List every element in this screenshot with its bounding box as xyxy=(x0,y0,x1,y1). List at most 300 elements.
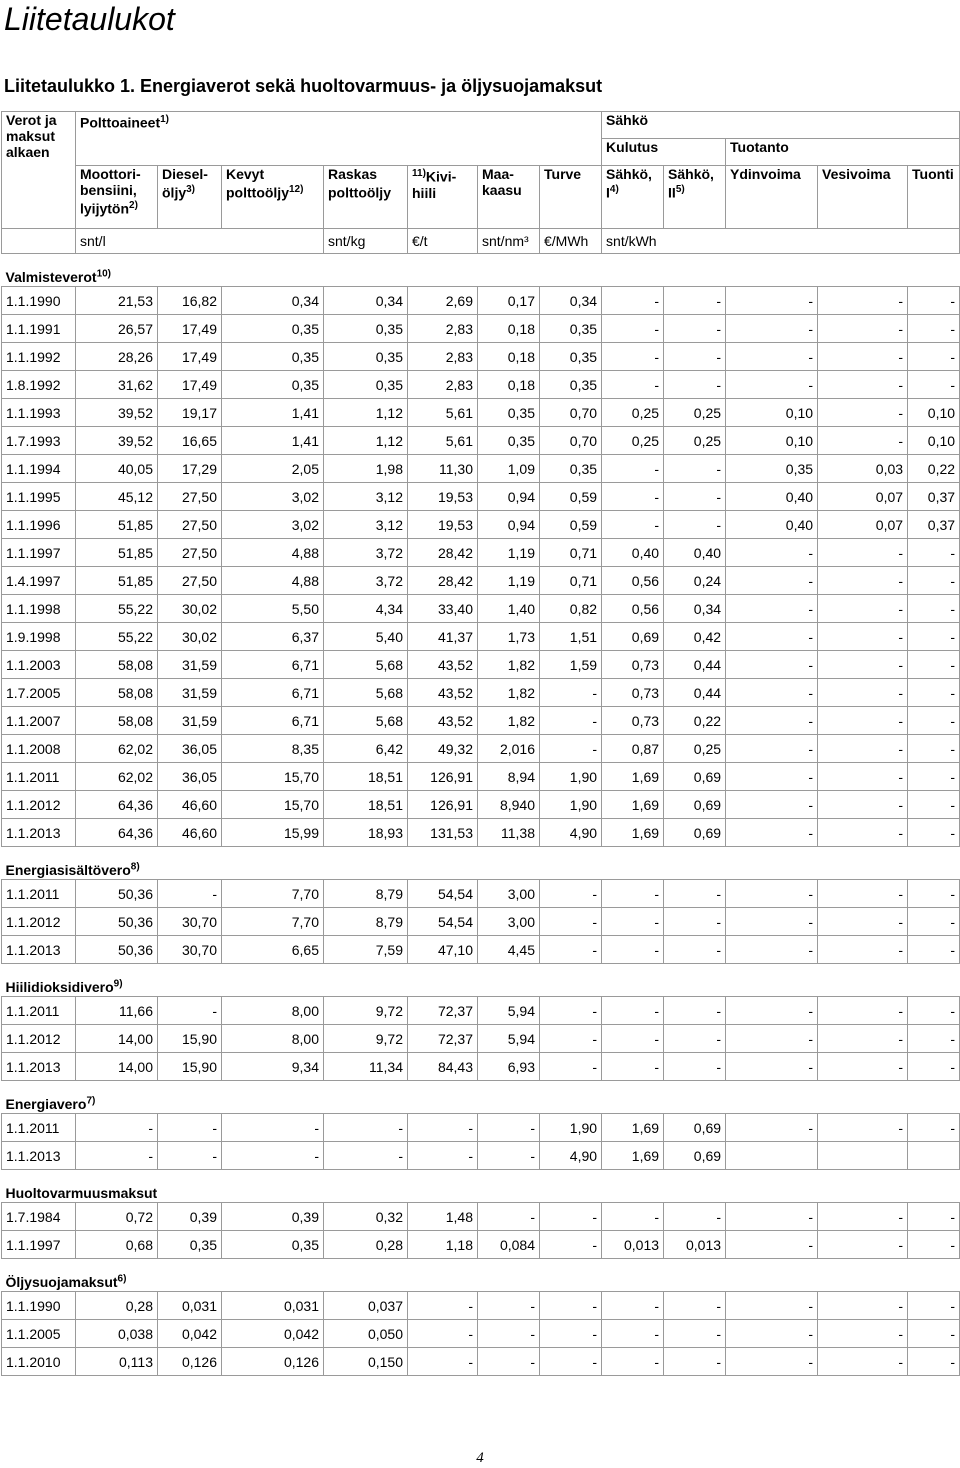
table-cell: - xyxy=(602,455,664,483)
table-cell: - xyxy=(908,343,960,371)
table-cell: 11,30 xyxy=(408,455,478,483)
table-cell: 18,51 xyxy=(324,791,408,819)
table-cell: 39,52 xyxy=(76,399,158,427)
unit-empty xyxy=(2,229,76,254)
table-cell: 0,013 xyxy=(602,1231,664,1259)
table-cell: 2,016 xyxy=(478,735,540,763)
row-date: 1.1.2013 xyxy=(2,1053,76,1081)
header-peat: Turve xyxy=(540,166,602,229)
table-cell: - xyxy=(664,315,726,343)
table-cell: - xyxy=(726,1053,818,1081)
table-cell: 1,18 xyxy=(408,1231,478,1259)
table-caption: Liitetaulukko 1. Energiaverot sekä huoltovarmuus- ja öljysuojamaksut xyxy=(4,76,603,96)
table-cell: 18,93 xyxy=(324,819,408,847)
row-date: 1.1.2011 xyxy=(2,997,76,1025)
table-cell: 0,07 xyxy=(818,483,908,511)
table-cell: - xyxy=(726,1231,818,1259)
table-cell: 0,35 xyxy=(726,455,818,483)
table-cell: 1,41 xyxy=(222,427,324,455)
header-hydro: Vesivoima xyxy=(818,166,908,229)
table-cell: 2,83 xyxy=(408,371,478,399)
table-cell: 11,38 xyxy=(478,819,540,847)
table-cell: 0,031 xyxy=(158,1292,222,1320)
header-row-1 xyxy=(2,112,960,139)
table-cell: - xyxy=(908,567,960,595)
table-cell: - xyxy=(602,1320,664,1348)
table-cell: - xyxy=(324,1142,408,1170)
table-cell: - xyxy=(408,1320,478,1348)
row-date: 1.1.1998 xyxy=(2,595,76,623)
header-import: Tuonti xyxy=(908,166,960,229)
table-cell: 1,19 xyxy=(478,539,540,567)
table-cell: - xyxy=(664,880,726,908)
row-date: 1.1.2003 xyxy=(2,651,76,679)
table-cell: 30,02 xyxy=(158,623,222,651)
table-cell: - xyxy=(908,595,960,623)
header-electricity-2: Sähkö, II$^{5)}$ xyxy=(664,166,726,229)
table-row xyxy=(2,315,960,343)
table-cell: 0,94 xyxy=(478,511,540,539)
table-cell: - xyxy=(726,287,818,315)
table-cell: 0,18 xyxy=(478,315,540,343)
table-cell: - xyxy=(726,819,818,847)
table-row xyxy=(2,1320,960,1348)
table-cell: - xyxy=(908,763,960,791)
table-cell: - xyxy=(664,997,726,1025)
table-cell: - xyxy=(540,880,602,908)
table-cell: - xyxy=(602,315,664,343)
table-cell: 1,69 xyxy=(602,1114,664,1142)
table-cell: 8,940 xyxy=(478,791,540,819)
table-cell: 1,40 xyxy=(478,595,540,623)
table-cell: - xyxy=(478,1348,540,1376)
table-cell: 58,08 xyxy=(76,651,158,679)
table-cell: - xyxy=(726,1203,818,1231)
table-cell: 0,35 xyxy=(478,427,540,455)
table-cell: - xyxy=(818,287,908,315)
table-cell: - xyxy=(602,287,664,315)
table-cell: 1,82 xyxy=(478,651,540,679)
table-cell: - xyxy=(818,399,908,427)
unit-eur-t: €/t xyxy=(408,229,478,254)
table-cell: 51,85 xyxy=(76,511,158,539)
table-row xyxy=(2,1348,960,1376)
header-heavy-fuel-oil: Raskas polttoöljy xyxy=(324,166,408,229)
table-cell: - xyxy=(664,343,726,371)
table-cell: 9,72 xyxy=(324,1025,408,1053)
table-cell: 0,34 xyxy=(222,287,324,315)
table-cell: - xyxy=(76,1114,158,1142)
table-cell: 1,12 xyxy=(324,427,408,455)
table-cell: 84,43 xyxy=(408,1053,478,1081)
page-title: Liitetaulukot xyxy=(4,1,175,37)
header-row-3 xyxy=(2,166,960,229)
table-cell: 1,69 xyxy=(602,1142,664,1170)
table-cell: - xyxy=(908,707,960,735)
table-row xyxy=(2,679,960,707)
table-cell: 1,69 xyxy=(602,791,664,819)
table-cell: 4,90 xyxy=(540,819,602,847)
table-cell: 6,65 xyxy=(222,936,324,964)
table-cell: - xyxy=(664,1025,726,1053)
row-date: 1.8.1992 xyxy=(2,371,76,399)
row-date: 1.1.2012 xyxy=(2,1025,76,1053)
table-cell: - xyxy=(602,936,664,964)
table-cell: - xyxy=(664,1203,726,1231)
table-cell: 0,07 xyxy=(818,511,908,539)
table-cell: 1,69 xyxy=(602,819,664,847)
table-row xyxy=(2,1053,960,1081)
table-cell: 0,25 xyxy=(664,735,726,763)
row-date: 1.1.2010 xyxy=(2,1348,76,1376)
table-row xyxy=(2,483,960,511)
section-title: Huoltovarmuusmaksut xyxy=(2,1170,960,1203)
unit-snt-l: snt/l xyxy=(76,229,324,254)
table-cell: 8,79 xyxy=(324,908,408,936)
table-cell: 11,66 xyxy=(76,997,158,1025)
table-cell: 0,39 xyxy=(158,1203,222,1231)
table-cell: 0,038 xyxy=(76,1320,158,1348)
table-cell: 0,10 xyxy=(726,399,818,427)
table-cell: 26,57 xyxy=(76,315,158,343)
row-date: 1.1.1990 xyxy=(2,1292,76,1320)
table-cell: - xyxy=(664,511,726,539)
table-row xyxy=(2,707,960,735)
table-cell: 4,90 xyxy=(540,1142,602,1170)
header-row-2 xyxy=(2,139,960,166)
table-cell: 0,10 xyxy=(726,427,818,455)
table-row xyxy=(2,455,960,483)
table-row xyxy=(2,1114,960,1142)
table-cell: 0,22 xyxy=(664,707,726,735)
table-cell: 0,35 xyxy=(324,343,408,371)
header-valid-from: Verot ja maksut alkaen xyxy=(2,112,76,229)
table-cell: - xyxy=(818,679,908,707)
row-date: 1.1.2005 xyxy=(2,1320,76,1348)
table-row xyxy=(2,371,960,399)
table-cell: 0,35 xyxy=(222,343,324,371)
table-cell: 16,65 xyxy=(158,427,222,455)
table-row xyxy=(2,623,960,651)
table-cell: - xyxy=(664,287,726,315)
table-cell: 0,40 xyxy=(726,511,818,539)
table-cell: - xyxy=(408,1114,478,1142)
table-cell: 0,22 xyxy=(908,455,960,483)
table-cell: 0,113 xyxy=(76,1348,158,1376)
table-cell: - xyxy=(726,371,818,399)
table-cell: - xyxy=(478,1320,540,1348)
table-cell: - xyxy=(908,1114,960,1142)
table-cell: - xyxy=(408,1348,478,1376)
table-cell: 0,28 xyxy=(76,1292,158,1320)
units-row xyxy=(2,229,960,254)
table-cell: 0,71 xyxy=(540,567,602,595)
table-cell: - xyxy=(908,651,960,679)
table-cell: - xyxy=(726,1114,818,1142)
table-cell: - xyxy=(602,1348,664,1376)
table-cell: 6,42 xyxy=(324,735,408,763)
header-production-group: Tuotanto xyxy=(726,139,960,166)
table-cell: 19,17 xyxy=(158,399,222,427)
table-cell: - xyxy=(818,595,908,623)
table-cell: 17,29 xyxy=(158,455,222,483)
table-cell: 7,70 xyxy=(222,908,324,936)
table-cell: - xyxy=(818,1231,908,1259)
table-cell: 36,05 xyxy=(158,763,222,791)
section-header-row xyxy=(2,964,960,997)
table-cell: - xyxy=(908,539,960,567)
table-cell: 0,69 xyxy=(602,623,664,651)
table-cell: 17,49 xyxy=(158,315,222,343)
table-cell: 0,73 xyxy=(602,679,664,707)
table-cell: 5,68 xyxy=(324,707,408,735)
table-cell: 50,36 xyxy=(76,908,158,936)
section-header-row xyxy=(2,254,960,287)
table-row xyxy=(2,567,960,595)
table-cell: - xyxy=(602,1053,664,1081)
table-cell: - xyxy=(908,1053,960,1081)
table-cell: 0,35 xyxy=(540,315,602,343)
row-date: 1.9.1998 xyxy=(2,623,76,651)
table-cell: 0,34 xyxy=(540,287,602,315)
table-cell: 40,05 xyxy=(76,455,158,483)
row-date: 1.1.1990 xyxy=(2,287,76,315)
section-title: Energiavero$^{7)}$ xyxy=(2,1081,960,1114)
table-cell: 14,00 xyxy=(76,1053,158,1081)
table-cell: - xyxy=(540,908,602,936)
table-cell: - xyxy=(664,1292,726,1320)
table-cell: 51,85 xyxy=(76,567,158,595)
table-cell: 46,60 xyxy=(158,819,222,847)
table-cell: - xyxy=(818,427,908,455)
row-date: 1.1.2012 xyxy=(2,791,76,819)
table-cell: 55,22 xyxy=(76,623,158,651)
table-cell: - xyxy=(222,1114,324,1142)
table-row xyxy=(2,1231,960,1259)
table-cell: - xyxy=(540,1320,602,1348)
table-cell: - xyxy=(726,1348,818,1376)
table-cell: 1,82 xyxy=(478,679,540,707)
table-cell: - xyxy=(726,539,818,567)
table-cell: 0,17 xyxy=(478,287,540,315)
table-cell: 0,44 xyxy=(664,679,726,707)
table-cell: - xyxy=(726,343,818,371)
table-cell: 0,34 xyxy=(324,287,408,315)
row-date: 1.7.2005 xyxy=(2,679,76,707)
table-cell: 6,71 xyxy=(222,707,324,735)
table-cell: - xyxy=(602,511,664,539)
table-cell: 0,084 xyxy=(478,1231,540,1259)
table-cell: - xyxy=(908,1203,960,1231)
header-electricity-group: Sähkö xyxy=(602,112,960,139)
table-cell: 0,70 xyxy=(540,399,602,427)
table-cell: - xyxy=(602,1025,664,1053)
table-cell: - xyxy=(540,936,602,964)
table-cell: - xyxy=(478,1203,540,1231)
table-cell: - xyxy=(602,483,664,511)
table-cell: 50,36 xyxy=(76,880,158,908)
table-cell: - xyxy=(818,651,908,679)
header-fuels-group: Polttoaineet$^{1)}$ xyxy=(76,112,602,139)
table-row xyxy=(2,651,960,679)
table-cell: 0,28 xyxy=(324,1231,408,1259)
table-cell: - xyxy=(818,1292,908,1320)
table-cell: 6,93 xyxy=(478,1053,540,1081)
table-cell: - xyxy=(664,936,726,964)
table-cell: 8,35 xyxy=(222,735,324,763)
table-cell: 15,70 xyxy=(222,763,324,791)
table-cell: - xyxy=(818,1114,908,1142)
table-cell: 0,031 xyxy=(222,1292,324,1320)
table-row xyxy=(2,791,960,819)
table-cell: - xyxy=(908,791,960,819)
table-cell: 1,12 xyxy=(324,399,408,427)
energy-tax-table xyxy=(1,111,960,1376)
table-row xyxy=(2,539,960,567)
table-cell: 21,53 xyxy=(76,287,158,315)
table-cell: 49,32 xyxy=(408,735,478,763)
table-cell: - xyxy=(726,651,818,679)
table-cell: 0,10 xyxy=(908,427,960,455)
table-cell: - xyxy=(76,1142,158,1170)
table-cell: 72,37 xyxy=(408,997,478,1025)
table-cell: - xyxy=(908,880,960,908)
table-cell: - xyxy=(540,997,602,1025)
section-header-row xyxy=(2,1081,960,1114)
table-cell: 0,42 xyxy=(664,623,726,651)
table-cell: 0,042 xyxy=(158,1320,222,1348)
table-cell: 3,12 xyxy=(324,511,408,539)
table-cell: 8,00 xyxy=(222,1025,324,1053)
table-cell: - xyxy=(908,1320,960,1348)
row-date: 1.7.1993 xyxy=(2,427,76,455)
table-cell: - xyxy=(818,1320,908,1348)
table-cell: 0,35 xyxy=(222,371,324,399)
table-cell: 0,71 xyxy=(540,539,602,567)
table-cell: 43,52 xyxy=(408,707,478,735)
table-cell: 5,61 xyxy=(408,427,478,455)
table-cell: - xyxy=(908,371,960,399)
table-cell: - xyxy=(726,1292,818,1320)
table-cell: 41,37 xyxy=(408,623,478,651)
table-cell: 1,59 xyxy=(540,651,602,679)
table-cell: 1,98 xyxy=(324,455,408,483)
table-cell xyxy=(726,1142,818,1170)
table-cell: 0,35 xyxy=(158,1231,222,1259)
table-cell: 1,90 xyxy=(540,1114,602,1142)
table-cell: 0,18 xyxy=(478,343,540,371)
table-cell: 0,35 xyxy=(540,343,602,371)
table-cell: 30,02 xyxy=(158,595,222,623)
table-cell: 30,70 xyxy=(158,936,222,964)
table-cell: 0,03 xyxy=(818,455,908,483)
table-cell: 0,73 xyxy=(602,651,664,679)
table-cell: 1,82 xyxy=(478,707,540,735)
table-cell: 0,35 xyxy=(324,315,408,343)
table-cell: 0,72 xyxy=(76,1203,158,1231)
table-cell: - xyxy=(818,315,908,343)
table-cell: 15,90 xyxy=(158,1025,222,1053)
table-cell: 0,59 xyxy=(540,511,602,539)
table-cell: 7,59 xyxy=(324,936,408,964)
table-cell: - xyxy=(408,1292,478,1320)
table-cell: 19,53 xyxy=(408,511,478,539)
row-date: 1.1.1995 xyxy=(2,483,76,511)
table-cell: 0,150 xyxy=(324,1348,408,1376)
header-fuels-spacer xyxy=(76,139,602,166)
table-cell: 0,35 xyxy=(324,371,408,399)
table-cell: 0,70 xyxy=(540,427,602,455)
table-cell: 43,52 xyxy=(408,651,478,679)
table-cell: 0,56 xyxy=(602,595,664,623)
table-cell: 4,34 xyxy=(324,595,408,623)
table-cell: 0,126 xyxy=(158,1348,222,1376)
table-row xyxy=(2,819,960,847)
unit-snt-kwh: snt/kWh xyxy=(602,229,960,254)
table-cell: 2,83 xyxy=(408,315,478,343)
header-coal: $^{11)}$Kivi- hiili xyxy=(408,166,478,229)
table-cell: 31,59 xyxy=(158,651,222,679)
table-cell: 3,02 xyxy=(222,511,324,539)
row-date: 1.1.2012 xyxy=(2,908,76,936)
unit-snt-nm3: snt/nm³ xyxy=(478,229,540,254)
table-row xyxy=(2,287,960,315)
table-cell: - xyxy=(818,623,908,651)
table-cell: - xyxy=(664,1320,726,1348)
table-cell: 0,59 xyxy=(540,483,602,511)
table-cell: - xyxy=(664,483,726,511)
table-cell: - xyxy=(158,1114,222,1142)
table-cell: - xyxy=(818,1025,908,1053)
table-cell: 2,69 xyxy=(408,287,478,315)
table-cell: 7,70 xyxy=(222,880,324,908)
table-cell: 0,25 xyxy=(602,399,664,427)
table-cell: - xyxy=(664,1053,726,1081)
table-cell: - xyxy=(908,679,960,707)
table-cell: - xyxy=(908,735,960,763)
table-cell: 2,83 xyxy=(408,343,478,371)
table-cell: 0,40 xyxy=(602,539,664,567)
table-cell: 0,24 xyxy=(664,567,726,595)
table-cell: 3,00 xyxy=(478,908,540,936)
table-cell: 4,45 xyxy=(478,936,540,964)
table-cell: - xyxy=(818,819,908,847)
table-cell: - xyxy=(602,1203,664,1231)
table-cell: 54,54 xyxy=(408,880,478,908)
table-cell: - xyxy=(818,1348,908,1376)
table-cell: 3,12 xyxy=(324,483,408,511)
table-body xyxy=(2,254,960,1376)
table-cell: - xyxy=(908,1348,960,1376)
table-cell: 17,49 xyxy=(158,371,222,399)
table-cell: - xyxy=(818,763,908,791)
table-cell: 54,54 xyxy=(408,908,478,936)
table-cell: 6,37 xyxy=(222,623,324,651)
table-cell: 31,59 xyxy=(158,679,222,707)
row-date: 1.1.1994 xyxy=(2,455,76,483)
table-cell: 5,61 xyxy=(408,399,478,427)
table-cell: - xyxy=(818,997,908,1025)
table-cell: 0,037 xyxy=(324,1292,408,1320)
table-cell: 4,88 xyxy=(222,567,324,595)
table-cell: 11,34 xyxy=(324,1053,408,1081)
table-cell: 5,94 xyxy=(478,1025,540,1053)
table-cell: - xyxy=(908,908,960,936)
table-cell: 6,71 xyxy=(222,651,324,679)
table-cell: - xyxy=(602,1292,664,1320)
table-cell: 64,36 xyxy=(76,791,158,819)
table-cell: 0,35 xyxy=(222,1231,324,1259)
